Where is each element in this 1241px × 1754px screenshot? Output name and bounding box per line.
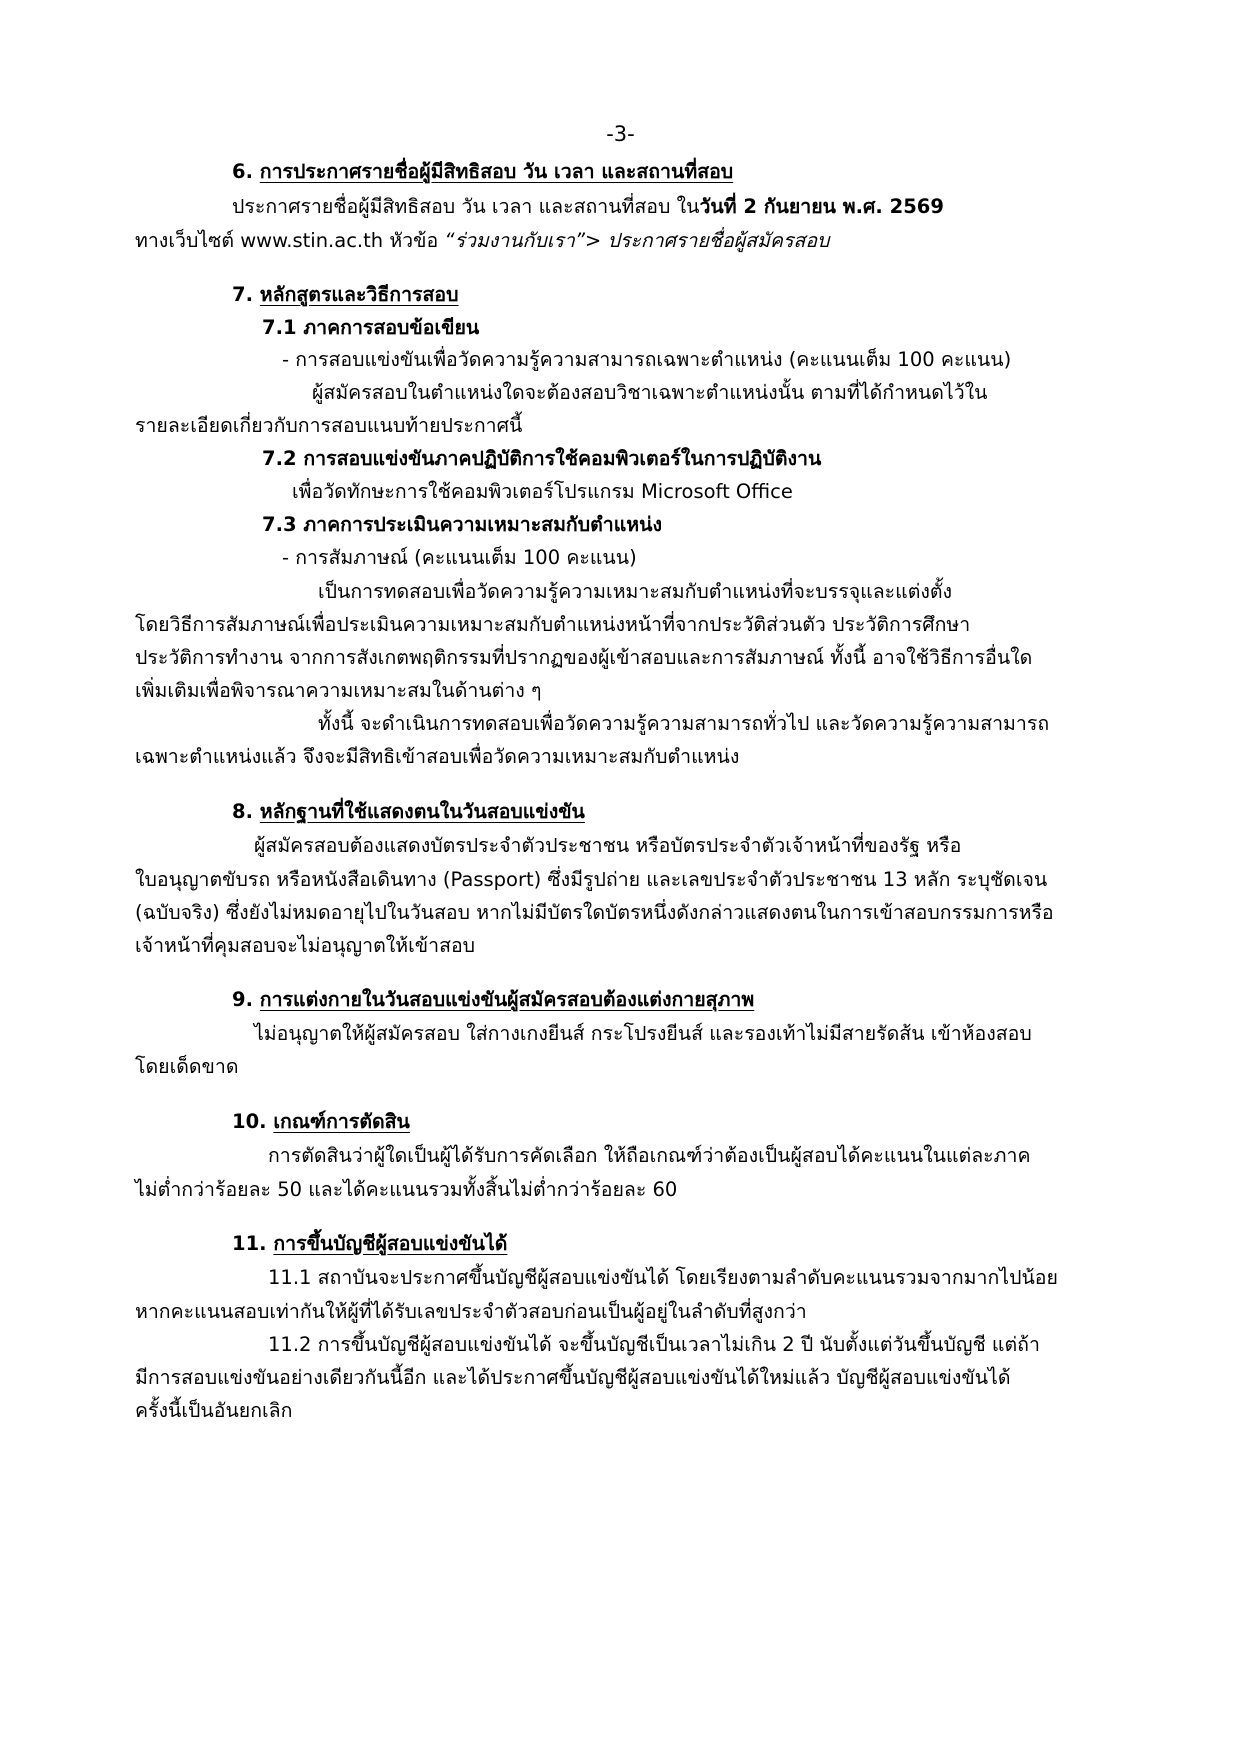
section-11-heading — [232, 1229, 507, 1259]
section-11-line-5: ครั้งนี้เป็นอันยกเลิก — [135, 1399, 293, 1422]
section-11-line-2: หากคะแนนสอบเท่ากันให้ผู้ที่ได้รับเลขประจำตัวสอบก่อนเป็นผู้อยู่ในลำดับที่สูงกว่า — [135, 1300, 807, 1323]
section-7-1-heading: 7.1 ภาคการสอบข้อเขียน — [262, 316, 480, 339]
section-9-title: การแต่งกายในวันสอบแข่งขันผู้สมัครสอบต้องแต่งกายสุภาพ — [259, 988, 755, 1011]
section-7-heading — [232, 280, 459, 310]
section-7-1-line-2: ผู้สมัครสอบในตำแหน่งใดจะต้องสอบวิชาเฉพาะตำแหน่งนั้น ตามที่ได้กำหนดไว้ใน — [312, 381, 988, 404]
section-9-number: 9. — [232, 988, 253, 1011]
section-9-line-1: ไม่อนุญาตให้ผู้สมัครสอบ ใส่กางเกงยีนส์ กระโปรงยีนส์ และรองเท้าไม่มีสายรัดส้น เข้าห้องสอบ — [254, 1022, 1032, 1045]
section-7-2-heading: 7.2 การสอบแข่งขันภาคปฏิบัติการใช้คอมพิวเตอร์ในการปฏิบัติงาน — [262, 447, 822, 470]
section-7-3-heading: 7.3 ภาคการประเมินความเหมาะสมกับตำแหน่ง — [262, 513, 663, 536]
section-6-line-2 — [135, 226, 829, 256]
section-7-title: หลักสูตรและวิธีการสอบ — [259, 283, 459, 306]
section-8-line-1: ผู้สมัครสอบต้องแสดงบัตรประจำตัวประชาชน หรือบัตรประจำตัวเจ้าหน้าที่ของรัฐ หรือ — [254, 834, 962, 857]
section-6-line-1 — [232, 192, 944, 222]
section-11-line-4: มีการสอบแข่งขันอย่างเดียวกันนี้อีก และได้ประกาศขึ้นบัญชีผู้สอบแข่งขันได้ใหม่แล้ว บัญชีผู้สอบแข่งขันได้ — [135, 1366, 1011, 1389]
section-7-1-line-3: รายละเอียดเกี่ยวกับการสอบแนบท้ายประกาศนี้ — [135, 414, 523, 437]
section-9-heading — [232, 985, 754, 1015]
section-7-number: 7. — [232, 283, 253, 306]
section-11-number: 11. — [232, 1232, 267, 1255]
section-6-heading — [232, 157, 733, 187]
section-10-heading — [232, 1107, 410, 1137]
section-6-title: การประกาศรายชื่อผู้มีสิทธิสอบ วัน เวลา และสถานที่สอบ — [259, 160, 734, 183]
section-6-text-a: ประกาศรายชื่อผู้มีสิทธิสอบ วัน เวลา และสถานที่สอบ ใน — [232, 195, 700, 218]
section-7-3-line-4: ประวัติการทำงาน จากการสังเกตพฤติกรรมที่ปรากฏของผู้เข้าสอบและการสัมภาษณ์ ทั้งนี้ อาจใช้วิธีการอื่นใด — [135, 646, 1033, 669]
section-7-3-line-5: เพิ่มเติมเพื่อพิจารณาความเหมาะสมในด้านต่าง ๆ — [135, 679, 542, 702]
section-7-3-line-3: โดยวิธีการสัมภาษณ์เพื่อประเมินความเหมาะสมกับตำแหน่งหน้าที่จากประวัติส่วนตัว ประวัติการศึกษา — [135, 613, 971, 636]
section-7-3-line-2: เป็นการทดสอบเพื่อวัดความรู้ความเหมาะสมกับตำแหน่งที่จะบรรจุและแต่งตั้ง — [318, 580, 953, 603]
section-6-website: ทางเว็บไซต์ www.stin.ac.th หัวข้อ — [135, 229, 445, 252]
page-number: -3- — [606, 122, 635, 146]
section-8-line-3: (ฉบับจริง) ซึ่งยังไม่หมดอายุไปในวันสอบ หากไม่มีบัตรใดบัตรหนึ่งดังกล่าวแสดงตนในการเข้าสอบกรรมการหรือ — [135, 901, 1054, 924]
section-10-number: 10. — [232, 1110, 267, 1133]
section-10-title: เกณฑ์การตัดสิน — [273, 1110, 410, 1133]
section-11-line-1: 11.1 สถาบันจะประกาศขึ้นบัญชีผู้สอบแข่งขันได้ โดยเรียงตามลำดับคะแนนรวมจากมากไปน้อย — [268, 1266, 1058, 1289]
section-8-line-2: ใบอนุญาตขับรถ หรือหนังสือเดินทาง (Passport) ซึ่งมีรูปถ่าย และเลขประจำตัวประชาชน 13 หลัก ระบุชัดเจน — [135, 868, 1048, 891]
section-10-line-2: ไม่ต่ำกว่าร้อยละ 50 และได้คะแนนรวมทั้งสิ้นไม่ต่ำกว่าร้อยละ 60 — [135, 1178, 678, 1201]
section-6-number: 6. — [232, 160, 253, 183]
section-7-3-line-6: ทั้งนี้ จะดำเนินการทดสอบเพื่อวัดความรู้ความสามารถทั่วไป และวัดความรู้ความสามารถ — [318, 712, 1050, 735]
section-8-number: 8. — [232, 800, 253, 823]
section-9-line-2: โดยเด็ดขาด — [135, 1055, 239, 1078]
section-8-line-4: เจ้าหน้าที่คุมสอบจะไม่อนุญาตให้เข้าสอบ — [135, 934, 476, 957]
section-11-line-3: 11.2 การขึ้นบัญชีผู้สอบแข่งขันได้ จะขึ้นบัญชีเป็นเวลาไม่เกิน 2 ปี นับตั้งแต่วันขึ้นบัญชี แต่ถ้า — [268, 1333, 1040, 1356]
section-10-line-1: การตัดสินว่าผู้ใดเป็นผู้ได้รับการคัดเลือก ให้ถือเกณฑ์ว่าต้องเป็นผู้สอบได้คะแนนในแต่ละภาค — [268, 1144, 1031, 1167]
section-7-1-line-1: - การสอบแข่งขันเพื่อวัดความรู้ความสามารถเฉพาะตำแหน่ง (คะแนนเต็ม 100 คะแนน) — [282, 348, 1012, 371]
section-8-heading — [232, 797, 585, 827]
section-8-title: หลักฐานที่ใช้แสดงตนในวันสอบแข่งขัน — [259, 800, 585, 823]
section-6-menu-path: “ร่วมงานกับเรา”> ประกาศรายชื่อผู้สมัครสอบ — [444, 229, 830, 252]
section-11-title: การขึ้นบัญชีผู้สอบแข่งขันได้ — [273, 1232, 508, 1255]
section-7-2-line-1: เพื่อวัดทักษะการใช้คอมพิวเตอร์โปรแกรม Microsoft Office — [292, 480, 793, 503]
section-6-date: วันที่ 2 กันยายน พ.ศ. 2569 — [699, 195, 944, 218]
section-7-3-line-7: เฉพาะตำแหน่งแล้ว จึงจะมีสิทธิเข้าสอบเพื่อวัดความเหมาะสมกับตำแหน่ง — [135, 745, 740, 768]
section-7-3-line-1: - การสัมภาษณ์ (คะแนนเต็ม 100 คะแนน) — [282, 546, 637, 569]
